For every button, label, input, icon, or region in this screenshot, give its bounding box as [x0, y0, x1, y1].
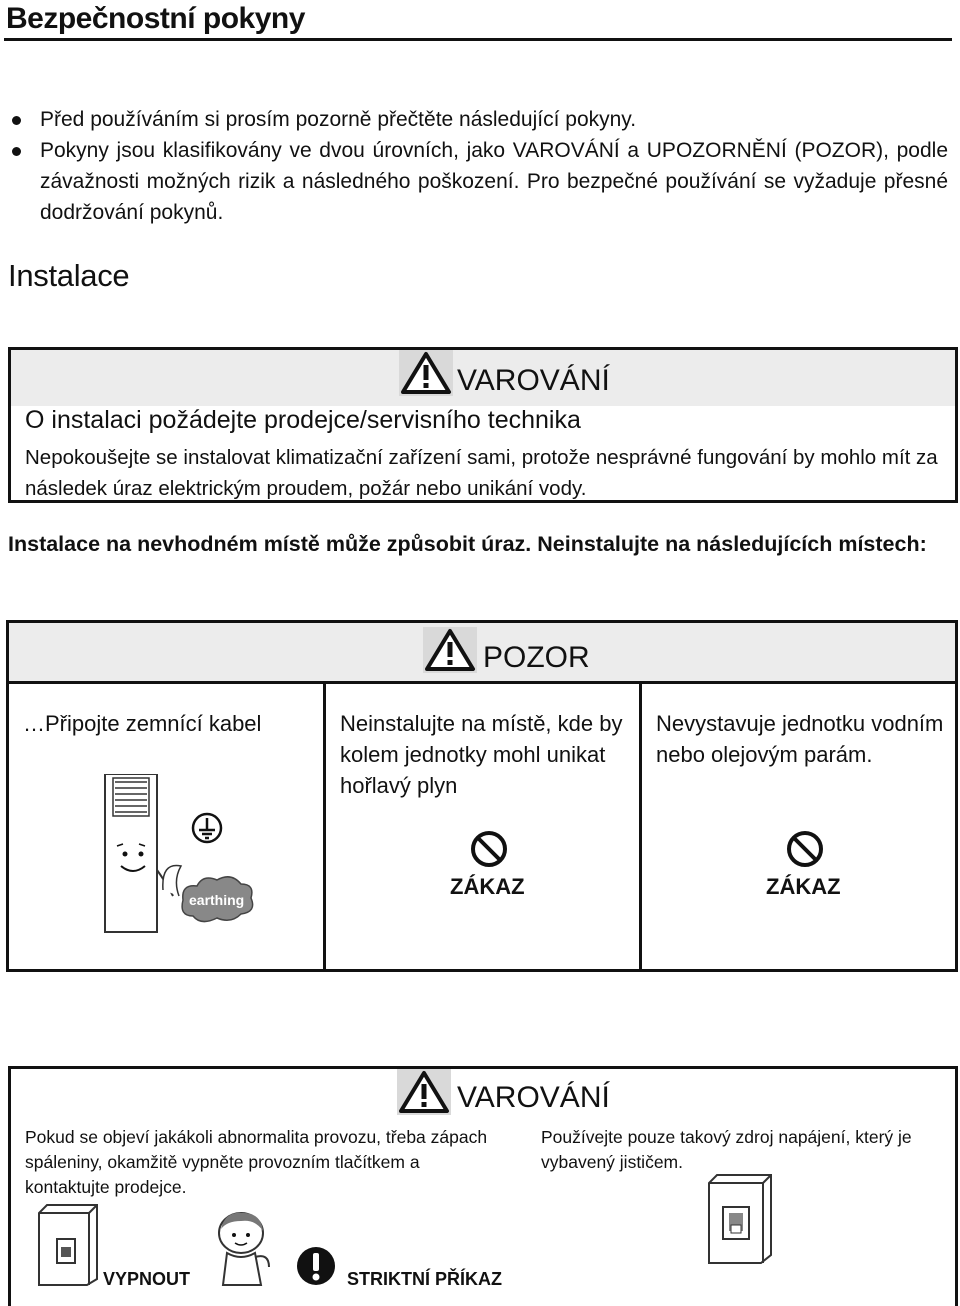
- warning-text-breaker: Používejte pouze takový zdroj napájení, který je vybavený jističem.: [541, 1127, 912, 1172]
- warning-body: Nepokoušejte se instalovat klimatizační zařízení sami, protože nesprávné fungování by mohlo mít za následek úraz elektrickým proudem, požár nebo unikání vody.: [25, 446, 938, 500]
- caption-off: VYPNOUT: [103, 1269, 191, 1289]
- caution-header: [9, 623, 955, 684]
- prohibition-badge: ZÁKAZ: [450, 874, 525, 899]
- intro-list: [8, 104, 948, 228]
- prohibition-icon: [470, 830, 508, 868]
- intro-bullet-2: Pokyny jsou klasifikovány ve dvou úrovních, jako VAROVÁNÍ a UPOZORNĚNÍ (POZOR), podle závažnosti možných rizik a následného poškození. Pro bezpečné používání se vyžaduje přesné dodržování pokynů.: [8, 135, 948, 228]
- warning-box-installation: [8, 347, 958, 503]
- warning-triangle-icon: [399, 350, 453, 396]
- placement-note: Instalace na nevhodném místě může způsobit úraz. Neinstalujte na následujících místech:: [8, 532, 927, 556]
- warning-text-abnormality: Pokud se objeví jakákoli abnormalita provozu, třeba zápach spáleniny, okamžitě vypněte provozním tlačítkem a kontaktujte prodejce.: [25, 1127, 488, 1197]
- caution-triangle-icon: [423, 627, 477, 673]
- warning-box-operation: [8, 1066, 958, 1306]
- column-text: Nevystavuje jednotku vodním nebo olejovým parám.: [656, 711, 944, 767]
- page-title: Bezpečnostní pokyny: [6, 2, 305, 35]
- power-switch-off-icon: [37, 1203, 103, 1287]
- caution-column-grounding: [9, 684, 323, 969]
- warning-subtitle: O instalaci požádejte prodejce/servisního technika: [25, 406, 581, 434]
- person-icon: [211, 1209, 275, 1289]
- column-text: …Připojte zemnící kabel: [23, 711, 262, 736]
- aircon-unit-earthing-icon: [101, 774, 261, 934]
- warning-triangle-icon: [397, 1069, 451, 1115]
- caution-label: POZOR: [483, 641, 590, 674]
- prohibition-icon: [786, 830, 824, 868]
- section-title: Instalace: [8, 258, 130, 293]
- column-text: Neinstalujte na místě, kde by kolem jednotky mohl unikat hořlavý plyn: [340, 711, 623, 798]
- warning-label: VAROVÁNÍ: [457, 1081, 610, 1114]
- intro-bullet-1: Před používáním si prosím pozorně přečtěte následující pokyny.: [8, 104, 948, 135]
- circuit-breaker-icon: [707, 1173, 775, 1265]
- mandatory-action-icon: [295, 1245, 337, 1287]
- prohibition-badge: ZÁKAZ: [766, 874, 841, 899]
- earthing-label: earthing: [189, 892, 245, 908]
- caution-column-gas: [326, 684, 639, 969]
- caution-column-vapor: [642, 684, 955, 969]
- warning-label: VAROVÁNÍ: [457, 364, 610, 397]
- caution-box: [6, 620, 958, 972]
- caption-strict: STRIKTNÍ PŘÍKAZ: [347, 1269, 502, 1289]
- title-rule: [4, 38, 952, 41]
